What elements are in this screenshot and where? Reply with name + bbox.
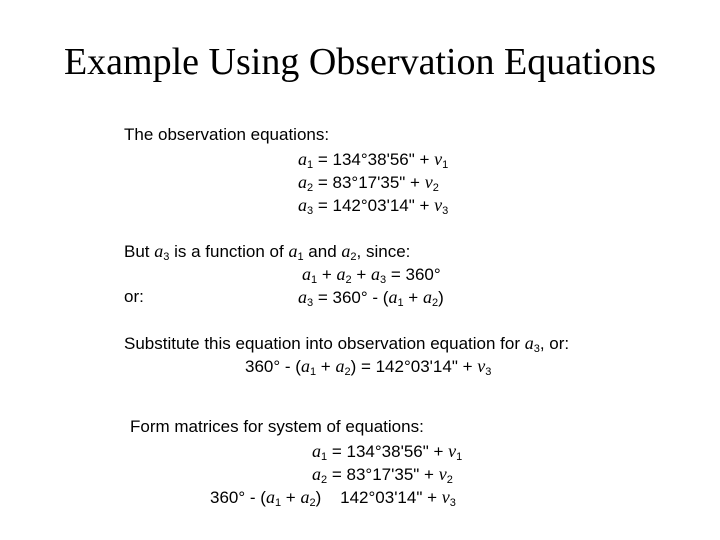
matrices-heading: Form matrices for system of equations: [130, 417, 424, 436]
observation-heading: The observation equations: [124, 125, 330, 144]
substitute-text: Substitute this equation into observation equation for $a_3$, or: [124, 333, 570, 355]
angle-sum-equation: $a_1 + a_2 + a_3 = 360^\circ$ [302, 264, 441, 286]
matrix-equation-2: $a_2 = 83^\circ 17'35$" + $v_2$ [312, 464, 453, 486]
substituted-equation: $360^\circ - (a_1 + a_2) = 142^\circ 03'14$" + $v_3$ [245, 356, 492, 378]
matrix-equation-1: $a_1 = 134^\circ 38'56$" + $v_1$ [312, 441, 463, 463]
observation-equation-2: $a_2 = 83^\circ 17'35$" + $v_2$ [298, 172, 439, 194]
constraint-intro: But $a_3$ is a function of $a_1$ and $a_2$, since: [124, 241, 411, 263]
solve-a3-equation: $a_3 = 360^\circ - (a_1 + a_2)$ [298, 287, 444, 309]
or-label: or: [124, 287, 144, 306]
matrix-equation-3: $360^\circ - (a_1 + a_2)$ 142°03'14" + $v_3$ [210, 487, 456, 509]
observation-equation-3: $a_3 = 142^\circ 03'14$" + $v_3$ [298, 195, 449, 217]
slide-title: Example Using Observation Equations [63, 41, 657, 83]
observation-equation-1: $a_1 = 134^\circ 38'56$" + $v_1$ [298, 149, 449, 171]
